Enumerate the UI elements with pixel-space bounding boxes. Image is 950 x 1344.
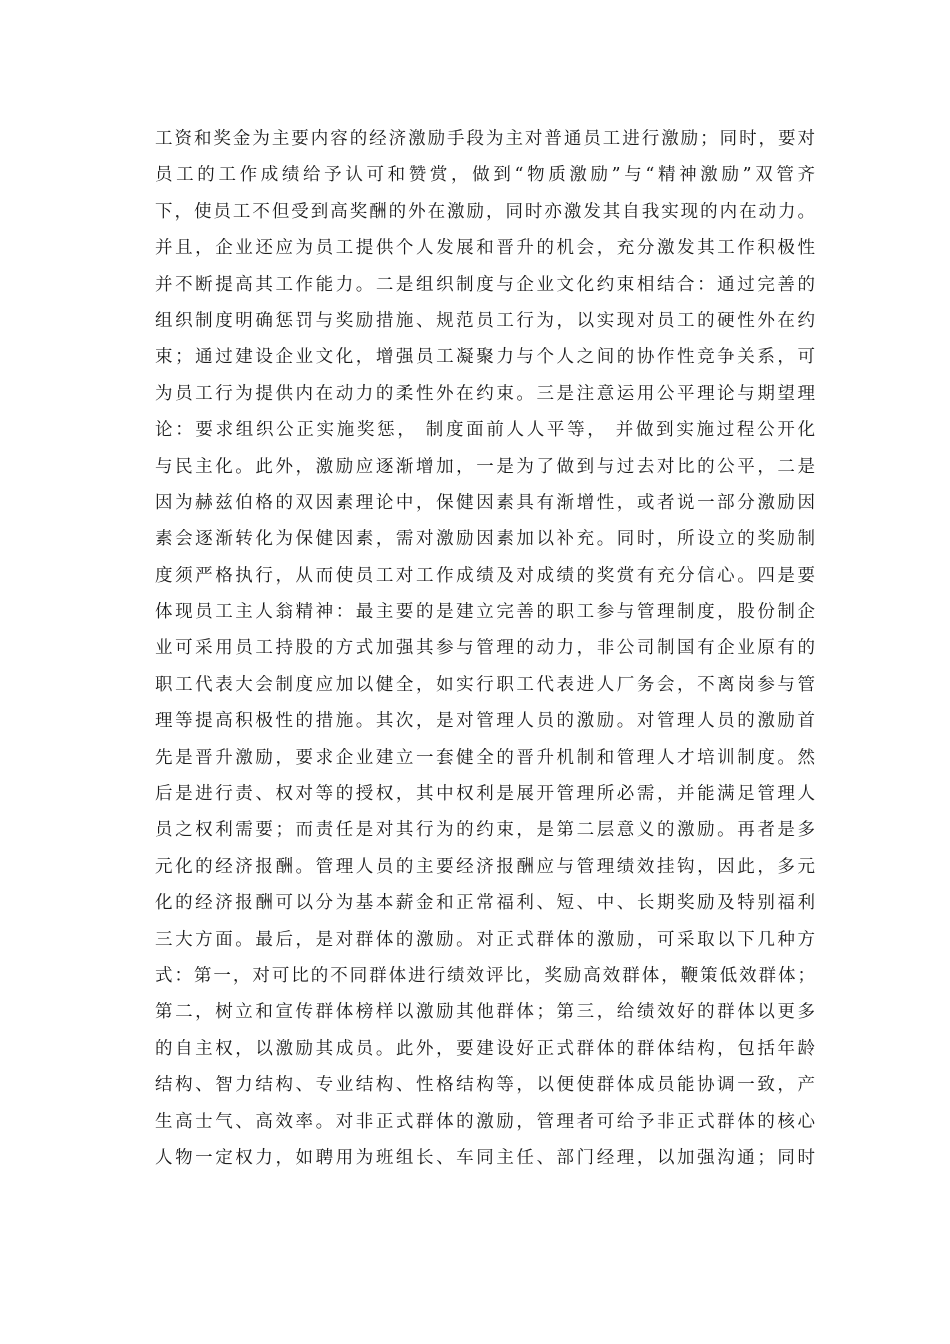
text-line: 三大方面。最后，是对群体的激励。对正式群体的激励，可采取以下几种方 <box>155 929 815 950</box>
text-line: 业可采用员工持股的方式加强其参与管理的动力，非公司制国有企业原有的 <box>155 638 815 659</box>
text-line: 员工的工作成绩给予认可和赞赏，做到“物质激励”与“精神激励”双管齐 <box>155 165 815 186</box>
text-line: 束；通过建设企业文化，增强员工凝聚力与个人之间的协作性竞争关系，可 <box>155 347 815 368</box>
text-line: 并不断提高其工作能力。二是组织制度与企业文化约束相结合：通过完善的 <box>155 274 815 295</box>
text-line: 因为赫兹伯格的双因素理论中，保健因素具有渐增性，或者说一部分激励因 <box>155 492 815 513</box>
text-line: 先是晋升激励，要求企业建立一套健全的晋升机制和管理人才培训制度。然 <box>155 747 815 768</box>
text-line: 下，使员工不但受到高奖酬的外在激励，同时亦激发其自我实现的内在动力。 <box>155 201 815 222</box>
text-line: 员之权利需要；而责任是对其行为的约束，是第二层意义的激励。再者是多 <box>155 820 815 841</box>
text-line: 度须严格执行，从而使员工对工作成绩及对成绩的奖赏有充分信心。四是要 <box>155 565 815 586</box>
text-line: 第二，树立和宣传群体榜样以激励其他群体；第三，给绩效好的群体以更多 <box>155 1002 815 1023</box>
text-line: 素会逐渐转化为保健因素，需对激励因素加以补充。同时，所设立的奖励制 <box>155 529 815 550</box>
text-line: 人物一定权力，如聘用为班组长、车同主任、部门经理，以加强沟通；同时 <box>155 1147 815 1168</box>
text-line: 后是进行责、权对等的授权，其中权利是展开管理所必需，并能满足管理人 <box>155 784 815 805</box>
text-line: 体现员工主人翁精神：最主要的是建立完善的职工参与管理制度，股份制企 <box>155 602 815 623</box>
text-line: 生高士气、高效率。对非正式群体的激励，管理者可给予非正式群体的核心 <box>155 1111 815 1132</box>
text-line: 化的经济报酬可以分为基本薪金和正常福利、短、中、长期奖励及特别福利 <box>155 893 815 914</box>
text-line: 的自主权，以激励其成员。此外，要建设好正式群体的群体结构，包括年龄 <box>155 1038 815 1059</box>
text-line: 工资和奖金为主要内容的经济激励手段为主对普通员工进行激励；同时，要对 <box>155 129 815 149</box>
body-text <box>155 121 815 1176</box>
text-line: 论：要求组织公正实施奖惩， 制度面前人人平等， 并做到实施过程公开化 <box>155 420 815 441</box>
text-line: 为员工行为提供内在动力的柔性外在约束。三是注意运用公平理论与期望理 <box>155 383 815 404</box>
text-line: 式：第一，对可比的不同群体进行绩效评比，奖励高效群体，鞭策低效群体； <box>155 965 815 986</box>
text-line: 结构、智力结构、专业结构、性格结构等，以便使群体成员能协调一致，产 <box>155 1075 815 1096</box>
text-line: 理等提高积极性的措施。其次，是对管理人员的激励。对管理人员的激励首 <box>155 711 815 732</box>
text-line: 职工代表大会制度应加以健全，如实行职工代表进人厂务会，不离岗参与管 <box>155 674 815 695</box>
text-line: 与民主化。此外，激励应逐渐增加，一是为了做到与过去对比的公平，二是 <box>155 456 815 477</box>
text-line: 元化的经济报酬。管理人员的主要经济报酬应与管理绩效挂钩，因此，多元 <box>155 856 815 877</box>
text-line: 组织制度明确惩罚与奖励措施、规范员工行为，以实现对员工的硬性外在约 <box>155 310 815 331</box>
text-line: 并且，企业还应为员工提供个人发展和晋升的机会，充分激发其工作积极性 <box>155 238 815 259</box>
